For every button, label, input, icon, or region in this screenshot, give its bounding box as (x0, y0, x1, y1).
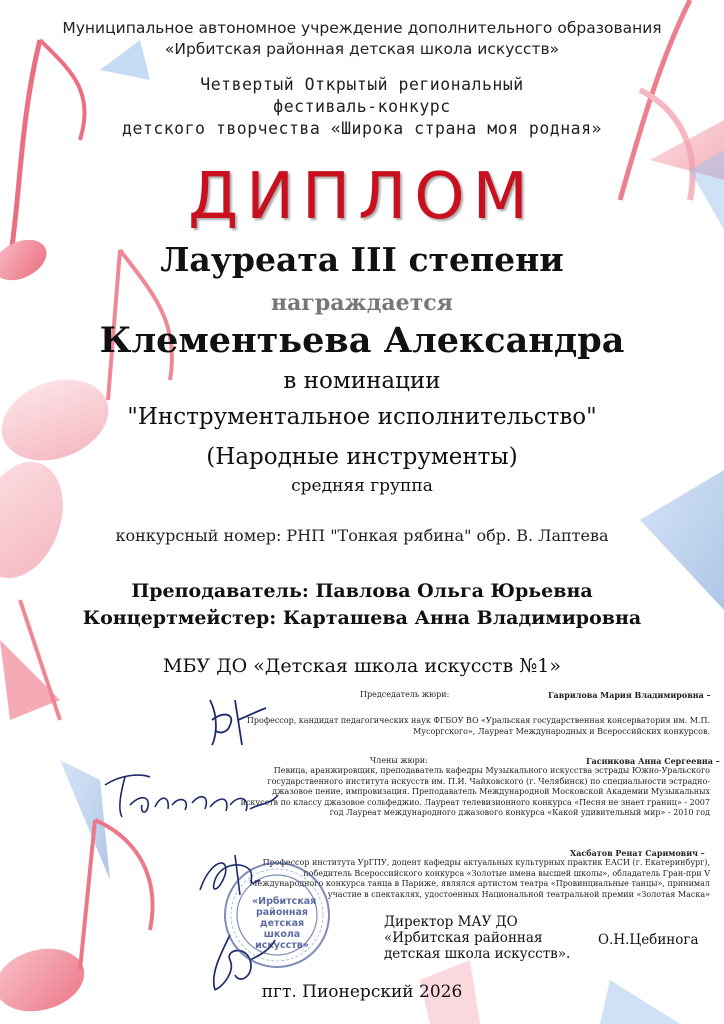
jury-member-1-description: Певица, аранжировщик, преподаватель кафедры Музыкального искусства эстрады Южно-Уральского государственного института искусств им. П.И. Чайковского (г. Челябинск) по специальности эстрадно-джазовое пение, импровизация. Преподаватель Международной Московской Академии Музыкальных искусств по классу джазовое сольфеджио. Лауреат телевизионного конкурса «Песня не знает границ» - 2007 год Лауреат международного джазового конкурса «Какой удивительный мир» - 2010 год (240, 766, 710, 817)
jury-members-label: Члены жюри: (370, 756, 428, 765)
jury-member-1-name: Гасникова Анна Сергеевна – (586, 756, 720, 766)
festival-title (0, 74, 724, 140)
awarded-label: награждается (271, 290, 453, 316)
jury-chair-name: Гаврилова Мария Владимировна – (548, 690, 711, 700)
teachers-block (0, 578, 724, 632)
competition-piece: конкурсный номер: РНП "Тонкая рябина" обр. В. Лаптева (115, 526, 609, 545)
diploma-title: ДИПЛОМ (188, 160, 536, 234)
director-line-2: «Ирбитская районная (384, 930, 543, 946)
music-note-icon (0, 250, 172, 475)
organization-line-2: «Ирбитская районная детская школа искусств» (164, 40, 560, 58)
stamp-text: «Ирбитская районная детская школа искусств» (252, 896, 317, 951)
nomination-name: "Инструментальное исполнительство" (127, 404, 597, 430)
accompanist-name: Концертмейстер: Карташева Анна Владимировна (82, 607, 642, 629)
jury-chair-label: Председатель жюри: (360, 690, 450, 699)
jury-member-2-name: Хасбатов Ренат Саримович – (570, 848, 705, 858)
director-line-3: детская школа искусств». (384, 946, 571, 962)
school-name: МБУ ДО «Детская школа искусств №1» (163, 655, 561, 677)
nomination-prefix: в номинации (283, 368, 441, 394)
director-line-1: Директор МАУ ДО (384, 914, 518, 930)
recipient-name: Клементьева Александра (99, 320, 625, 361)
organization-line-1: Муниципальное автономное учреждение дополнительного образования (62, 19, 662, 37)
festival-line-1: Четвертый Открытый региональный (200, 75, 524, 94)
jury-member-2-description: Профессор института УрГПУ, доцент кафедры актуальных культурных практик ЕАСИ (г. Екатеринбург), победитель Всероссийского конкурса «Золотые имена высшей школы», обладатель Гран-при V Международного конкурса танца в Париже, являлся артистом театра «Провинциальные танцы», принимал участие в спектаклях, удостоенных Национальной театральной премии «Золотая Маска» (249, 858, 710, 899)
signature-member-1 (100, 765, 280, 825)
teacher-name: Преподаватель: Павлова Ольга Юрьевна (131, 580, 593, 602)
city-year: пгт. Пионерский 2026 (261, 982, 463, 1002)
age-group: средняя группа (291, 476, 433, 496)
nomination-subcategory: (Народные инструменты) (206, 444, 518, 470)
jury-chair-description: Профессор, кандидат педагогических наук ФГБОУ ВО «Уральская государственная консерватория им. М.П. Мусоргского», Лауреат Международных и Всероссийских конкурсов. (246, 716, 710, 736)
laureate-degree: Лауреата III степени (160, 240, 564, 279)
festival-line-3: детского творчества «Широка страна моя родная» (122, 119, 602, 138)
director-title (384, 914, 570, 962)
festival-line-2: фестиваль-конкурс (273, 97, 451, 116)
organization-header (0, 18, 724, 60)
director-name: О.Н.Цебинога (598, 932, 699, 948)
signature-chair (200, 690, 270, 750)
